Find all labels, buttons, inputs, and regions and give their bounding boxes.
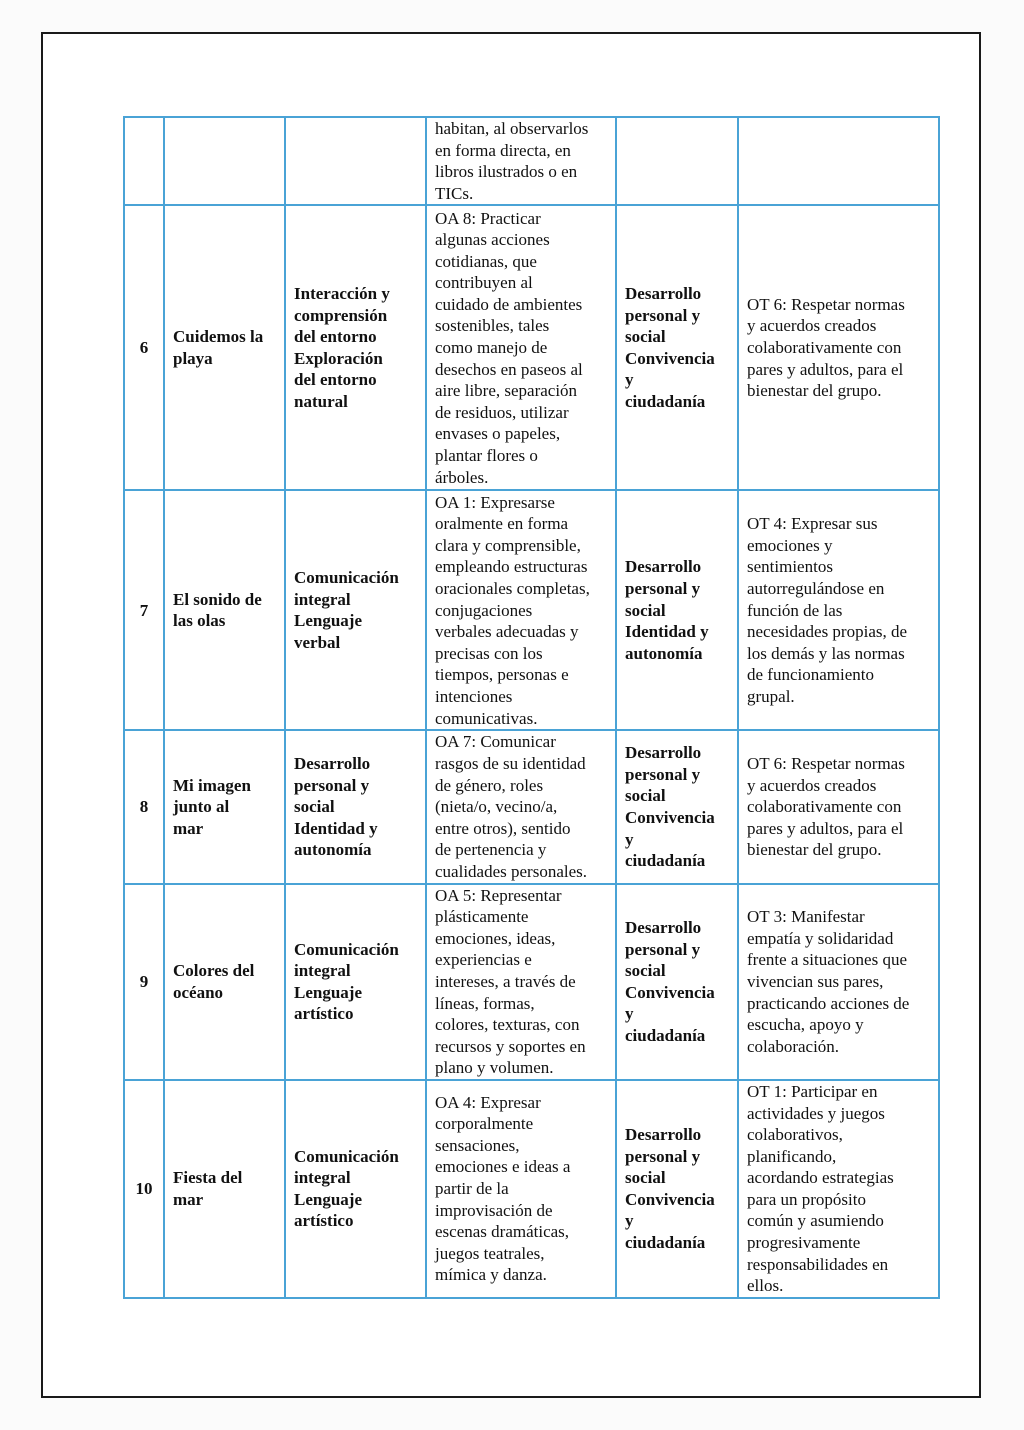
learning-objective-line: plano y volumen. [435,1058,554,1078]
transversal-objective-line: necesidades propias, de [747,622,908,642]
learning-nucleus-line: personal y [294,775,370,795]
learning-nucleus-line: artístico [294,1004,354,1024]
experience-scope-cell [616,117,738,205]
transversal-objective-line: común y asumiendo [747,1211,884,1231]
session-number-cell [124,1080,164,1298]
experience-scope-line: Identidad y [625,622,709,642]
experience-scope-line: social [625,786,666,806]
transversal-objective-line: colaborativamente con [747,338,902,358]
transversal-objective-line: de funcionamiento [747,665,874,685]
session-number-cell [124,117,164,205]
learning-objective-cell [426,205,616,490]
learning-nucleus-line: del entorno [294,370,377,390]
learning-objective-line: precisas con los [435,643,543,663]
transversal-objective-line: emociones y [747,535,833,555]
experience-scope-cell [616,884,738,1080]
learning-objective-line: recursos y soportes en [435,1036,586,1056]
learning-objective-line: sostenibles, tales [435,316,550,336]
experience-scope-line: social [625,600,666,620]
experience-title-cell [164,730,285,883]
learning-objective-line: empleando estructuras [435,557,588,577]
learning-nucleus-line: social [294,797,335,817]
session-number: 7 [139,600,149,620]
experience-title-line: Mi imagen [173,775,251,795]
experience-scope-line: autonomía [625,643,703,663]
learning-objective-cell [426,490,616,730]
session-number: 9 [139,971,149,991]
learning-nucleus-line: Exploración [294,348,383,368]
experience-title-cell [164,884,285,1080]
learning-objective-line: de género, roles [435,775,544,795]
learning-objective-line: colores, texturas, con [435,1015,580,1035]
learning-objective-line: OA 7: Comunicar [435,732,556,752]
transversal-objective-line: escucha, apoyo y [747,1015,864,1035]
transversal-objective-line: frente a situaciones que [747,950,908,970]
learning-nucleus-cell [285,205,426,490]
learning-objective-cell [426,730,616,883]
session-number-cell [124,884,164,1080]
learning-objective-line: escenas dramáticas, [435,1222,570,1242]
experience-scope-cell [616,205,738,490]
transversal-objective-line: y acuerdos creados [747,775,877,795]
learning-nucleus-cell [285,884,426,1080]
transversal-objective-line: pares y adultos, para el [747,818,904,838]
planning-table-body [124,117,939,1298]
experience-scope-line: Desarrollo [625,557,702,577]
transversal-objective-cell [738,205,939,490]
experience-scope-line: y [625,1211,634,1231]
transversal-objective-line: pares y adultos, para el [747,359,904,379]
learning-objective-line: emociones e ideas a [435,1157,571,1177]
experience-title-line: playa [173,348,213,368]
learning-objective-line: comunicativas. [435,708,538,728]
transversal-objective-line: autorregulándose en [747,578,885,598]
learning-objective-line: OA 8: Practicar [435,208,541,228]
learning-nucleus-line: del entorno [294,327,377,347]
experience-scope-line: y [625,829,634,849]
learning-nucleus-line: Lenguaje [294,1189,362,1209]
session-number: 10 [135,1179,153,1199]
session-number-cell [124,205,164,490]
transversal-objective-line: practicando acciones de [747,993,910,1013]
learning-objective-line: cuidado de ambientes [435,294,583,314]
learning-objective-line: OA 5: Representar [435,885,562,905]
transversal-objective-line: progresivamente [747,1233,861,1253]
learning-objective-line: entre otros), sentido [435,818,571,838]
learning-nucleus-line: Lenguaje [294,982,362,1002]
experience-scope-line: ciudadanía [625,851,706,871]
experience-scope-line: social [625,327,666,347]
experience-scope-line: Desarrollo [625,917,702,937]
transversal-objective-cell [738,884,939,1080]
learning-objective-line: plásticamente [435,907,529,927]
learning-objective-line: partir de la [435,1179,509,1199]
learning-objective-line: en forma directa, en [435,140,571,160]
learning-objective-line: conjugaciones [435,600,533,620]
experience-title-line: El sonido de [173,589,262,609]
learning-objective-line: experiencias e [435,950,532,970]
learning-objective-line: libros ilustrados o en [435,162,578,182]
table-row [124,730,939,883]
learning-nucleus-cell [285,490,426,730]
transversal-objective-cell [738,1080,939,1298]
learning-nucleus-line: artístico [294,1211,354,1231]
transversal-objective-line: OT 3: Manifestar [747,907,865,927]
experience-scope-line: social [625,961,666,981]
transversal-objective-line: colaborativamente con [747,797,902,817]
transversal-objective-line: ellos. [747,1276,784,1296]
learning-nucleus-cell [285,1080,426,1298]
learning-nucleus-cell [285,117,426,205]
experience-scope-line: personal y [625,305,701,325]
session-number-cell [124,490,164,730]
experience-scope-line: y [625,1004,634,1024]
transversal-objective-line: actividades y juegos [747,1103,885,1123]
transversal-objective-line: bienestar del grupo. [747,381,882,401]
learning-objective-line: OA 4: Expresar [435,1092,541,1112]
learning-objective-line: habitan, al observarlos [435,119,589,138]
learning-objective-line: cotidianas, que [435,251,537,271]
transversal-objective-line: OT 6: Respetar normas [747,294,905,314]
experience-title-cell [164,490,285,730]
experience-scope-line: ciudadanía [625,392,706,412]
learning-nucleus-line: Comunicación [294,568,399,588]
experience-title-cell [164,205,285,490]
transversal-objective-line: para un propósito [747,1189,866,1209]
transversal-objective-cell [738,730,939,883]
experience-title-line: Cuidemos la [173,327,264,347]
experience-scope-cell [616,490,738,730]
transversal-objective-line: responsabilidades en [747,1254,889,1274]
learning-nucleus-line: Comunicación [294,1146,399,1166]
table-row [124,884,939,1080]
learning-objective-line: improvisación de [435,1200,553,1220]
learning-objective-line: desechos en paseos al [435,359,583,379]
table-row [124,490,939,730]
experience-scope-line: Desarrollo [625,1125,702,1145]
learning-objective-cell [426,884,616,1080]
transversal-objective-cell [738,117,939,205]
planning-table [123,116,940,1299]
learning-nucleus-line: natural [294,392,348,412]
learning-objective-line: sensaciones, [435,1135,520,1155]
learning-objective-line: corporalmente [435,1114,534,1134]
learning-objective-line: plantar flores o [435,446,538,466]
transversal-objective-line: empatía y solidaridad [747,928,894,948]
learning-objective-cell [426,117,616,205]
experience-scope-line: Convivencia [625,348,715,368]
learning-nucleus-line: Interacción y [294,284,390,304]
learning-objective-line: de residuos, utilizar [435,402,569,422]
learning-nucleus-line: integral [294,589,351,609]
transversal-objective-line: grupal. [747,686,795,706]
experience-scope-line: Convivencia [625,807,715,827]
table-row [124,205,939,490]
experience-scope-line: Desarrollo [625,284,702,304]
learning-nucleus-line: Desarrollo [294,753,371,773]
session-number: 8 [139,797,149,817]
learning-objective-line: tiempos, personas e [435,665,569,685]
experience-scope-cell [616,1080,738,1298]
transversal-objective-line: los demás y las normas [747,643,905,663]
experience-title-line: mar [173,1189,204,1209]
experience-scope-line: personal y [625,764,701,784]
learning-objective-line: intenciones [435,686,513,706]
learning-nucleus-line: verbal [294,632,341,652]
experience-title-cell [164,1080,285,1298]
experience-scope-line: personal y [625,939,701,959]
transversal-objective-line: sentimientos [747,557,833,577]
experience-scope-line: y [625,370,634,390]
experience-scope-line: Convivencia [625,1189,715,1209]
learning-objective-line: oralmente en forma [435,514,569,534]
experience-title-line: Colores del [173,961,255,981]
experience-title-line: Fiesta del [173,1168,243,1188]
session-number-cell [124,730,164,883]
learning-objective-line: árboles. [435,467,489,487]
learning-objective-line: mímica y danza. [435,1265,547,1285]
experience-title-line: las olas [173,611,226,631]
experience-scope-line: personal y [625,578,701,598]
experience-scope-line: personal y [625,1146,701,1166]
transversal-objective-line: colaboración. [747,1036,840,1056]
learning-objective-line: cualidades personales. [435,861,587,881]
learning-objective-line: de pertenencia y [435,840,547,860]
experience-title-line: mar [173,818,204,838]
learning-objective-line: (nieta/o, vecino/a, [435,797,558,817]
transversal-objective-line: planificando, [747,1146,837,1166]
table-row [124,1080,939,1298]
learning-objective-line: emociones, ideas, [435,928,556,948]
experience-scope-line: ciudadanía [625,1233,706,1253]
learning-objective-line: verbales adecuadas y [435,622,579,642]
transversal-objective-line: colaborativos, [747,1125,843,1145]
transversal-objective-line: OT 4: Expresar sus [747,514,878,534]
learning-nucleus-cell [285,730,426,883]
learning-nucleus-line: Lenguaje [294,611,362,631]
experience-scope-line: ciudadanía [625,1025,706,1045]
learning-nucleus-line: integral [294,961,351,981]
learning-objective-line: TICs. [435,183,474,203]
learning-nucleus-line: autonomía [294,840,372,860]
learning-objective-line: líneas, formas, [435,993,535,1013]
transversal-objective-line: y acuerdos creados [747,316,877,336]
experience-title-line: junto al [173,797,230,817]
transversal-objective-line: vivencian sus pares, [747,971,884,991]
learning-objective-line: oracionales completas, [435,578,590,598]
learning-objective-cell [426,1080,616,1298]
learning-objective-line: algunas acciones [435,230,550,250]
learning-objective-line: contribuyen al [435,273,533,293]
session-number: 6 [139,338,149,358]
learning-objective-line: como manejo de [435,338,548,358]
experience-title-cell [164,117,285,205]
learning-nucleus-line: Comunicación [294,939,399,959]
experience-scope-line: Convivencia [625,982,715,1002]
learning-objective-line: envases o papeles, [435,424,561,444]
learning-nucleus-line: Identidad y [294,818,378,838]
learning-objective-line: juegos teatrales, [435,1243,545,1263]
transversal-objective-line: bienestar del grupo. [747,840,882,860]
learning-objective-line: rasgos de su identidad [435,753,586,773]
transversal-objective-cell [738,490,939,730]
learning-nucleus-line: comprensión [294,305,388,325]
transversal-objective-line: OT 6: Respetar normas [747,753,905,773]
learning-objective-line: clara y comprensible, [435,535,581,555]
transversal-objective-line: función de las [747,600,843,620]
transversal-objective-line: OT 1: Participar en [747,1081,878,1101]
learning-nucleus-line: integral [294,1168,351,1188]
learning-objective-line: aire libre, separación [435,381,578,401]
experience-scope-line: Desarrollo [625,743,702,763]
experience-scope-cell [616,730,738,883]
experience-title-line: océano [173,982,224,1002]
learning-objective-line: OA 1: Expresarse [435,492,555,512]
table-row [124,117,939,205]
learning-objective-line: intereses, a través de [435,971,576,991]
transversal-objective-line: acordando estrategias [747,1168,894,1188]
experience-scope-line: social [625,1168,666,1188]
